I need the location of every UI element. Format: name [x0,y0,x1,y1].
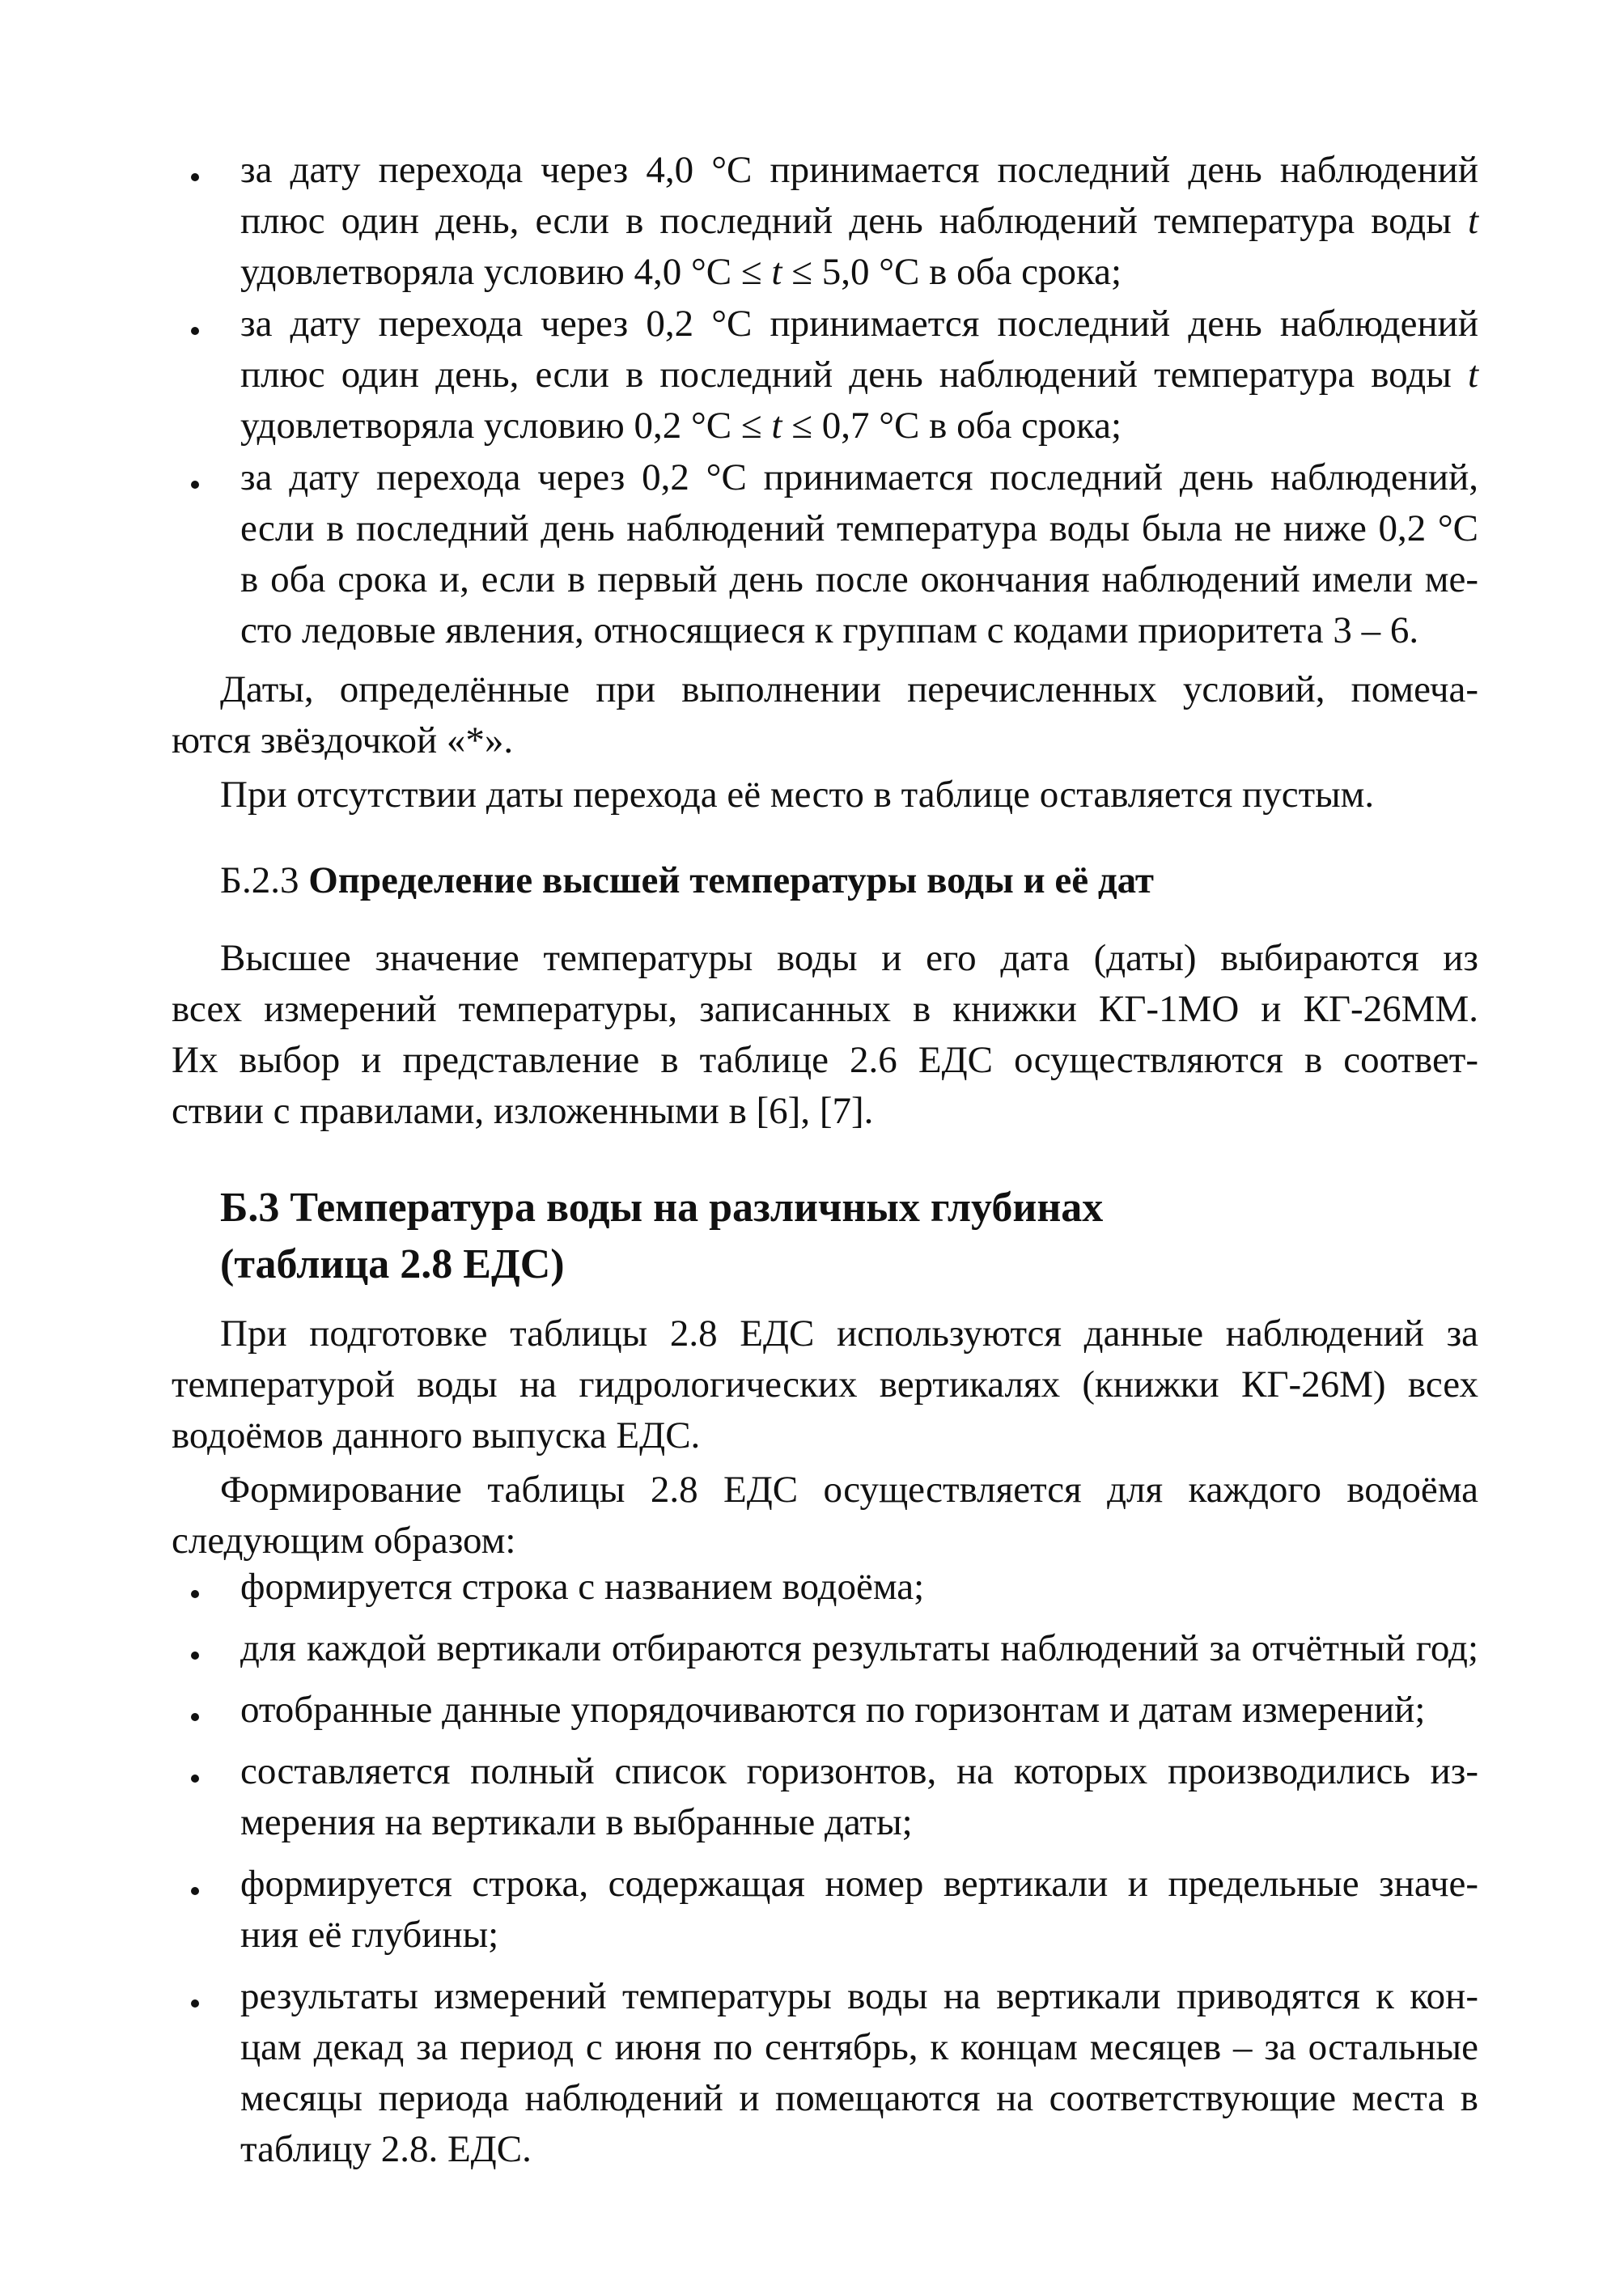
list-item-line: таблицу 2.8. ЕДС. [240,2128,532,2170]
list-item-line: результаты измерений температуры воды на вертикали приводятся к кон- [240,1975,1478,2017]
list-item-line: за дату перехода через 4,0 °C принимается последний день наблюдений [240,149,1478,191]
paragraph-line: Даты, определённые при выполнении перечисленных условий, помеча- [220,668,1478,710]
variable-t: t [1467,354,1478,396]
section-title-line: Б.3 Температура воды на различных глубинах [220,1185,1104,1231]
list-item-line: формируется строка, содержащая номер вертикали и предельные значе- [240,1863,1478,1905]
bullet-icon [191,1999,199,2008]
paragraph-line: При подготовке таблицы 2.8 ЕДС используются данные наблюдений за [220,1312,1478,1355]
list-item-line: плюс один день, если в последний день наблюдений температура воды t [240,354,1478,396]
bullet-icon [191,481,199,489]
list-item-line: плюс один день, если в последний день наблюдений температура воды t [240,200,1478,242]
bullet-icon [191,1887,199,1895]
list-item-line: за дату перехода через 0,2 °C принимается последний день наблюдений, [240,456,1478,498]
list-item-line: ния её глубины; [240,1914,499,1956]
subsection-heading [220,856,1154,905]
bullet-icon [191,1713,199,1721]
list-item-line: в оба срока и, если в первый день после окончания наблюдений имели ме- [240,558,1478,600]
paragraph-line: Высшее значение температуры воды и его дата (даты) выбираются из [220,937,1478,979]
list-item-line: отобранные данные упорядочиваются по горизонтам и датам измерений; [240,1689,1426,1731]
list-item-line: удовлетворяла условию 4,0 °C ≤ t ≤ 5,0 °C в оба срока; [240,251,1122,293]
paragraph-line: Формирование таблицы 2.8 ЕДС осуществляется для каждого водоёма [220,1469,1478,1511]
paragraph-line: следующим образом: [172,1520,516,1562]
list-item-line: составляется полный список горизонтов, на которых производились из- [240,1750,1478,1792]
variable-t: t [771,405,782,447]
variable-t: t [771,251,782,293]
subsection-title: Определение высшей температуры воды и её дат [308,859,1154,901]
list-item-line: удовлетворяла условию 0,2 °C ≤ t ≤ 0,7 °C в оба срока; [240,405,1122,447]
paragraph-line: ствии с правилами, изложенными в [6], [7]. [172,1090,874,1132]
paragraph-line: всех измерений температуры, записанных в книжки КГ-1МО и КГ-26ММ. [172,988,1478,1030]
bullet-icon [191,1652,199,1660]
list-item-line: для каждой вертикали отбираются результаты наблюдений за отчётный год; [240,1627,1478,1669]
bullet-icon [191,1775,199,1783]
bullet-icon [191,1590,199,1598]
paragraph-line: температурой воды на гидрологических вертикалях (книжки КГ-26М) всех [172,1363,1478,1406]
subsection-number: Б.2.3 [220,859,299,901]
variable-t: t [1467,200,1478,242]
paragraph-line: Их выбор и представление в таблице 2.6 ЕДС осуществляются в соответ- [172,1039,1478,1081]
paragraph-line: водоёмов данного выпуска ЕДС. [172,1414,701,1457]
list-item-line: мерения на вертикали в выбранные даты; [240,1801,913,1843]
list-item-line: если в последний день наблюдений температура воды была не ниже 0,2 °C [240,507,1478,549]
list-item-line: формируется строка с названием водоёма; [240,1566,925,1608]
section-title-line: (таблица 2.8 ЕДС) [220,1241,565,1287]
list-item-line: цам декад за период с июня по сентябрь, к концам месяцев – за остальные [240,2026,1478,2068]
list-item-line: месяцы периода наблюдений и помещаются на соответствующие места в [240,2077,1478,2119]
paragraph-line: При отсутствии даты перехода её место в таблице оставляется пустым. [220,774,1375,816]
list-item-line: за дату перехода через 0,2 °C принимается последний день наблюдений [240,303,1478,345]
list-item-line: сто ледовые явления, относящиеся к группам с кодами приоритета 3 – 6. [240,609,1419,651]
paragraph-line: ются звёздочкой «*». [172,719,514,761]
bullet-icon [191,173,199,181]
bullet-icon [191,327,199,335]
